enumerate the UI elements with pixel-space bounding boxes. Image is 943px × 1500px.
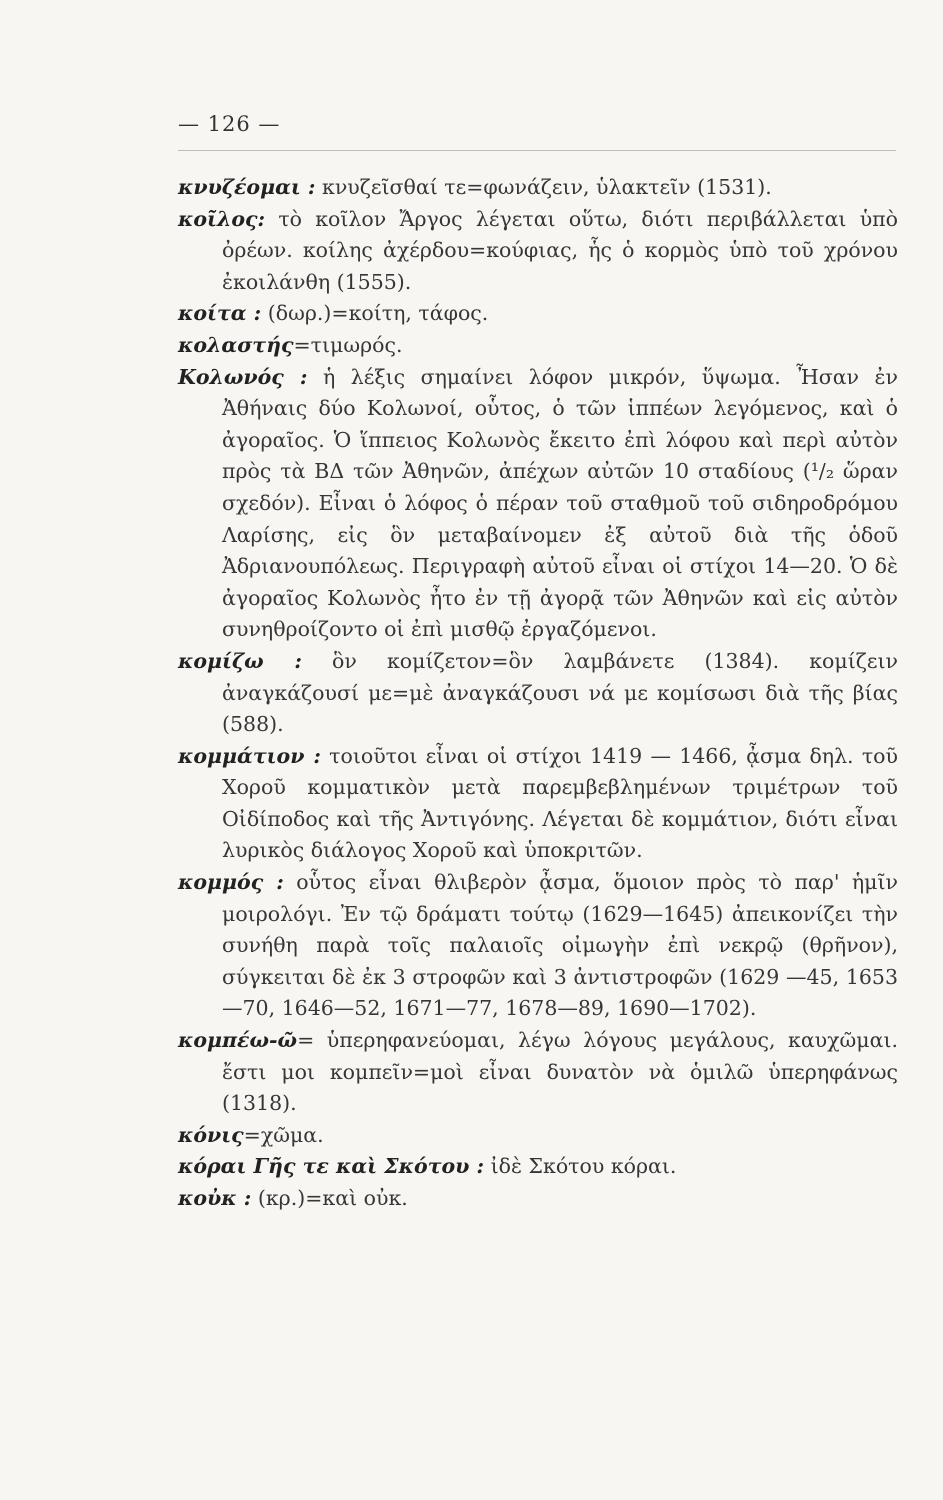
entry-headword: κολαστής — [178, 332, 294, 357]
entry-headword: κόνις — [178, 1122, 244, 1147]
entry — [178, 362, 898, 646]
entry-headword: Κολωνός : — [178, 364, 308, 389]
entry-headword: κομμός : — [178, 870, 284, 895]
entry-headword: κόραι Γῆς τε καὶ Σκότου : — [178, 1154, 485, 1179]
entry-headword: κομμάτιον : — [178, 743, 321, 768]
entry — [178, 1183, 898, 1215]
entry — [178, 867, 898, 1025]
entry — [178, 646, 898, 741]
entry-definition: ἰδὲ Σκότου κόραι. — [490, 1154, 677, 1179]
entry — [178, 298, 898, 330]
entry — [178, 1151, 898, 1183]
entry-definition: (κρ.)=καὶ οὐκ. — [257, 1186, 408, 1210]
dictionary-entries — [178, 172, 898, 1215]
entry — [178, 741, 898, 867]
entry-headword: κνυζέομαι : — [178, 175, 316, 199]
entry-headword: κομίζω : — [178, 648, 302, 673]
entry — [178, 1025, 898, 1120]
page-number: — 126 — — [178, 112, 281, 136]
entry-definition: τὸ κοῖλον Ἄργος λέγεται οὕτω, διότι περιβάλλεται ὑπὸ ὀρέων. κοίλης ἀχέρδου=κούφιας, ἧς ὁ κορμὸς ὑπὸ τοῦ χρόνου ἐκοιλάνθη (1555). — [222, 206, 898, 294]
entry-definition: οὗτος εἶναι θλιβερὸν ᾆσμα, ὅμοιον πρὸς τὸ παρ' ἡμῖν μοιρολόγι. Ἐν τῷ δράματι τούτῳ (1629—1645) ἀπεικονίζει τὴν συνήθη παρὰ τοῖς παλαιοῖς οἰμωγὴν ἐπὶ νεκρῷ (θρῆνον), σύγκειται δὲ ἐκ 3 στροφῶν καὶ 3 ἀντιστροφῶν (1629 —45, 1653—70, 1646—52, 1671—77, 1678—89, 1690—1702). — [222, 870, 898, 1021]
entry-definition: =χῶμα. — [243, 1122, 324, 1147]
entry-definition: κνυζεῖσθαί τε=φωνάζειν, ὑλακτεῖν (1531). — [322, 175, 772, 199]
entry — [178, 330, 898, 362]
entry — [178, 204, 898, 299]
header-rule — [178, 150, 896, 151]
entry — [178, 1120, 898, 1152]
entry-headword: κοῖλος: — [178, 206, 266, 231]
entry-definition: (δωρ.)=κοίτη, τάφος. — [267, 301, 489, 326]
entry — [178, 172, 898, 204]
entry-headword: κομπέω-ῶ — [178, 1028, 298, 1053]
entry-headword: κοὐκ : — [178, 1186, 252, 1210]
entry-definition: = ὑπερηφανεύομαι, λέγω λόγους μεγάλους, καυχῶμαι. ἔστι μοι κομπεῖν=μοὶ εἶναι δυνατὸν νὰ ὁμιλῶ ὑπερηφάνως (1318). — [222, 1028, 898, 1116]
entry-definition: =τιμωρός. — [293, 332, 403, 357]
entry-definition: ἡ λέξις σημαίνει λόφον μικρόν, ὕψωμα. Ἦσαν ἐν Ἀθήναις δύο Κολωνοί, οὗτος, ὁ τῶν ἱππέων λεγόμενος, καὶ ὁ ἀγοραῖος. Ὁ ἵππειος Κολωνὸς ἔκειτο ἐπὶ λόφου καὶ περὶ αὐτὸν πρὸς τὰ ΒΔ τῶν Ἀθηνῶν, ἀπέχων αὐτῶν 10 σταδίους (¹/₂ ὥραν σχεδόν). Εἶναι ὁ λόφος ὁ πέραν τοῦ σταθμοῦ τοῦ σιδηροδρόμου Λαρίσης, εἰς ὃν μεταβαίνομεν ἐξ αὐτοῦ διὰ τῆς ὁδοῦ Ἀδριανουπόλεως. Περιγραφὴ αὐτοῦ εἶναι οἱ στίχοι 14—20. Ὁ δὲ ἀγοραῖος Κολωνὸς ἦτο ἐν τῇ ἀγορᾷ τῶν Ἀθηνῶν καὶ εἰς αὐτὸν συνηθροίζοντο οἱ ἐπὶ μισθῷ ἐργαζόμενοι. — [222, 364, 898, 642]
entry-headword: κοίτα : — [178, 301, 262, 326]
entry-definition: ὃν κομίζετον=ὃν λαμβάνετε (1384). κομίζειν ἀναγκάζουσί με=μὲ ἀναγκάζουσι νά με κομίσωσι διὰ τῆς βίας (588). — [222, 648, 898, 737]
entry-definition: τοιοῦτοι εἶναι οἱ στίχοι 1419 — 1466, ᾆσμα δηλ. τοῦ Χοροῦ κομματικὸν μετὰ παρεμβεβλημένων τριμέτρων τοῦ Οἰδίποδος καὶ τῆς Ἀντιγόνης. Λέγεται δὲ κομμάτιον, διότι εἶναι λυρικὸς διάλογος Χοροῦ καὶ ὑποκριτῶν. — [222, 743, 898, 863]
